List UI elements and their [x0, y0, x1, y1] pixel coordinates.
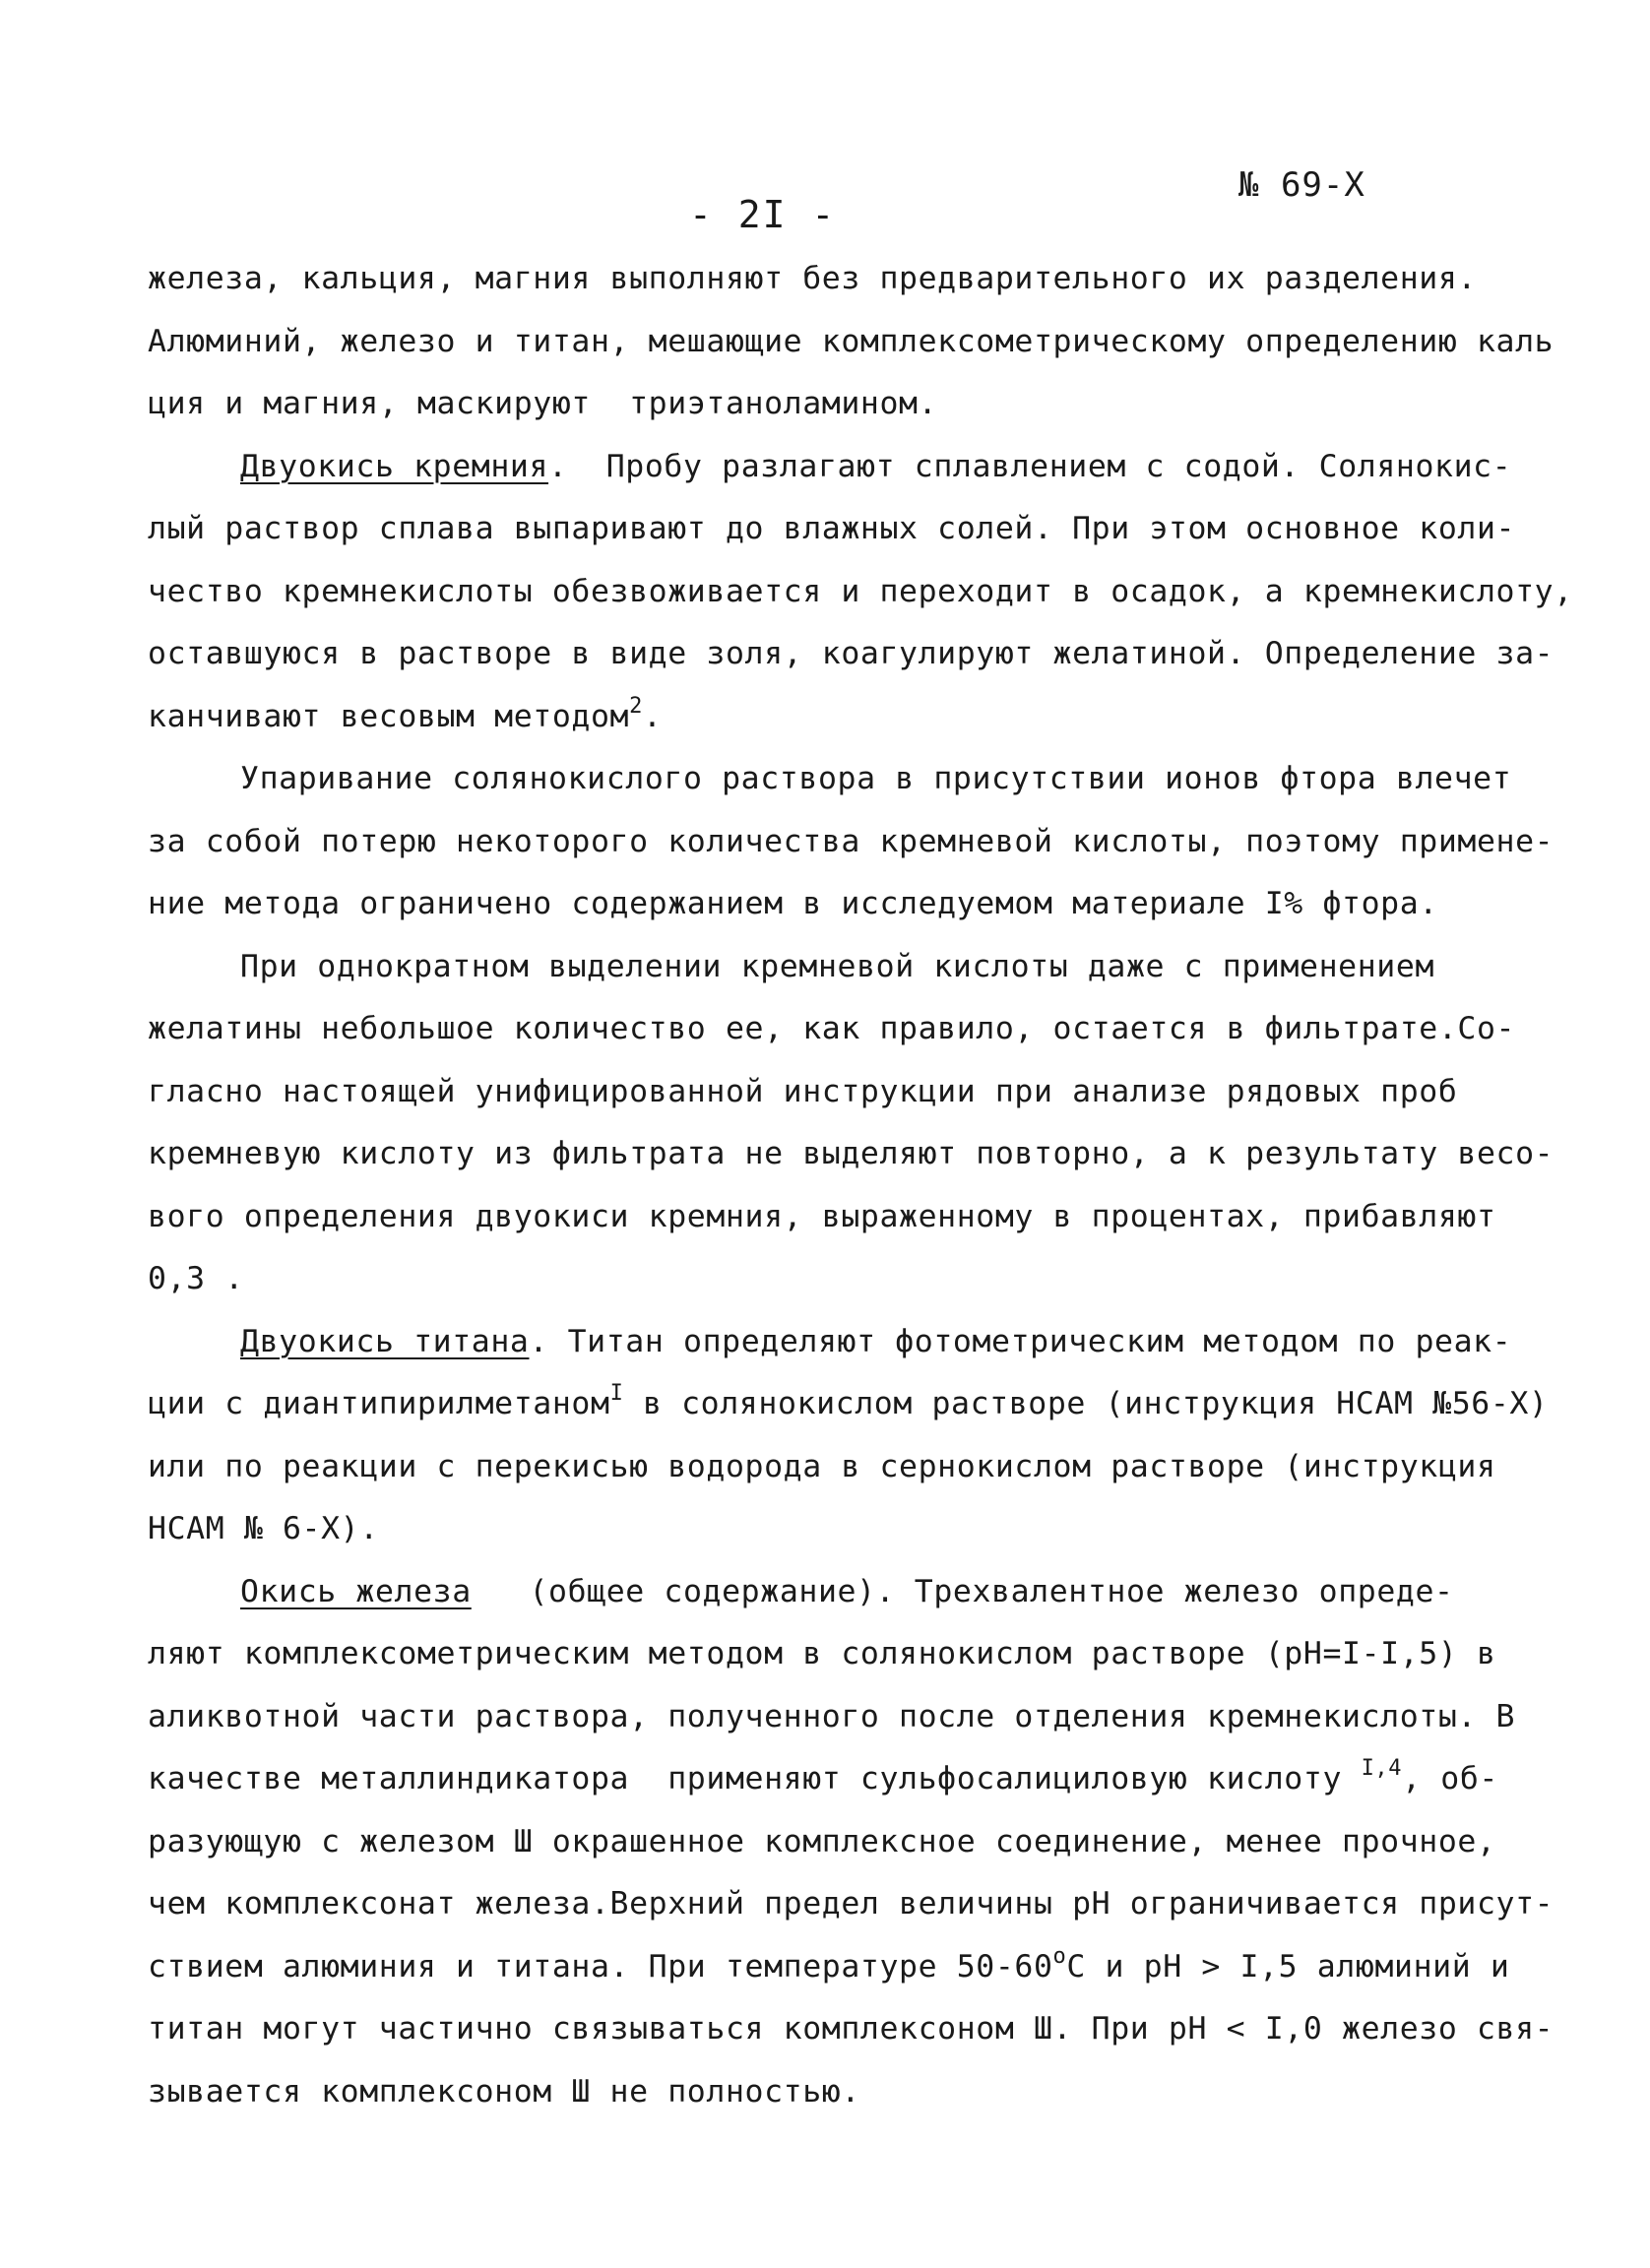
- line-text: кремневую кислоту из фильтрата не выделяют повторно, а к результату весо-: [148, 1136, 1555, 1171]
- line-text: , об-: [1402, 1761, 1498, 1796]
- line-text: желатины небольшое количество ее, как правило, остается в фильтрате.Со-: [148, 1011, 1516, 1046]
- line-text: качестве металлиндикатора применяют сульфосалициловую кислоту: [148, 1761, 1362, 1796]
- line-text: аликвотной части раствора, полученного после отделения кремнекислоты. В: [148, 1698, 1516, 1734]
- text-line: [148, 311, 1555, 374]
- line-text: (общее содержание). Трехвалентное железо опреде-: [471, 1573, 1454, 1609]
- page-number: - 2I -: [689, 193, 837, 236]
- text-line: [148, 1498, 1546, 1561]
- text-line: [148, 998, 1546, 1061]
- text-line: [148, 873, 1546, 936]
- superscript-reference: I: [609, 1381, 624, 1406]
- text-line: [148, 1873, 1555, 1936]
- line-text: канчивают весовым методом: [148, 698, 630, 734]
- text-line: [148, 248, 1546, 311]
- text-line: [148, 1748, 1546, 1811]
- line-text: чем комплексонат железа.Верхний предел величины рН ограничивается присут-: [148, 1886, 1555, 1922]
- line-text: титан могут частично связываться комплексоном Ш. При рН < I,0 железо свя-: [148, 2011, 1555, 2047]
- text-line: [148, 1623, 1546, 1686]
- line-text: НСАМ № 6-Х).: [148, 1511, 379, 1546]
- text-line: [148, 1998, 1555, 2061]
- text-line: [148, 2061, 1546, 2124]
- line-text: ние метода ограничено содержанием в исследуемом материале I% фтора.: [148, 886, 1438, 921]
- line-text: в солянокислом растворе (инструкция НСАМ №56-Х): [623, 1386, 1549, 1421]
- superscript-reference: I,4: [1361, 1756, 1403, 1781]
- text-line: [148, 1561, 1546, 1624]
- text-line: [148, 811, 1555, 874]
- text-line: [148, 936, 1546, 999]
- text-line: [148, 1061, 1546, 1124]
- text-line: [148, 436, 1546, 499]
- text-line: [148, 373, 1546, 436]
- line-text: . Пробу разлагают сплавлением с содой. Солянокис-: [548, 448, 1512, 484]
- line-text: разующую с железом Ш окрашенное комплексное соединение, менее прочное,: [148, 1823, 1496, 1859]
- text-line: [148, 623, 1555, 686]
- line-text: ляют комплексометрическим методом в солянокислом растворе (рН=I-I,5) в: [148, 1636, 1496, 1671]
- line-text: ция и магния, маскируют триэтаноламином.: [148, 386, 938, 421]
- text-line: [148, 1373, 1549, 1436]
- text-line: [148, 1686, 1546, 1749]
- line-text: С и рН > I,5 алюминий и: [1066, 1948, 1510, 1984]
- line-text: лый раствор сплава выпаривают до влажных солей. При этом основное коли-: [148, 511, 1516, 546]
- line-text: зывается комплексоном Ш не полностью.: [148, 2073, 860, 2110]
- line-text: вого определения двуокиси кремния, выраженному в процентах, прибавляют: [148, 1198, 1496, 1234]
- document-number: № 69-Х: [1238, 165, 1365, 205]
- text-line: [148, 1811, 1546, 1874]
- section-heading: Двуокись титана: [240, 1323, 530, 1359]
- text-line: [148, 686, 1546, 749]
- line-text: или по реакции с перекисью водорода в сернокислом растворе (инструкция: [148, 1448, 1496, 1484]
- line-text: чество кремнекислоты обезвоживается и переходит в осадок, а кремнекислоту,: [148, 573, 1573, 609]
- line-text: Упаривание солянокислого раствора в присутствии ионов фтора влечет: [240, 761, 1512, 796]
- line-text: ции с диантипирилметаном: [148, 1386, 610, 1421]
- section-heading: Двуокись кремния: [240, 448, 549, 484]
- body-text: [148, 248, 1573, 2123]
- text-line: [148, 1123, 1555, 1186]
- text-line: [148, 498, 1546, 561]
- text-line: [148, 1311, 1546, 1374]
- line-text: 0,3 .: [148, 1261, 244, 1296]
- text-line: [148, 748, 1546, 811]
- superscript-reference: о: [1052, 1943, 1067, 1969]
- line-text: за собой потерю некоторого количества кремневой кислоты, поэтому примене-: [148, 823, 1555, 859]
- line-text: ствием алюминия и титана. При температуре 50-60: [148, 1948, 1053, 1984]
- line-text: . Титан определяют фотометрическим методом по реак-: [529, 1323, 1512, 1359]
- text-line: [148, 1436, 1546, 1499]
- text-line: [148, 561, 1573, 624]
- line-text: гласно настоящей унифицированной инструкции при анализе рядовых проб: [148, 1073, 1458, 1109]
- line-text: железа, кальция, магния выполняют без предварительного их разделения.: [148, 261, 1477, 296]
- section-heading: Окись железа: [240, 1573, 472, 1609]
- line-text: оставшуюся в растворе в виде золя, коагулируют желатиной. Определение за-: [148, 636, 1555, 671]
- text-line: [148, 1248, 1546, 1311]
- line-text: При однократном выделении кремневой кислоты даже с применением: [240, 948, 1435, 984]
- text-line: [148, 1936, 1546, 1999]
- superscript-reference: 2: [629, 693, 643, 719]
- text-line: [148, 1186, 1546, 1249]
- line-text: .: [642, 698, 663, 734]
- line-text: Алюминий, железо и титан, мешающие комплексометрическому определению каль: [148, 323, 1555, 359]
